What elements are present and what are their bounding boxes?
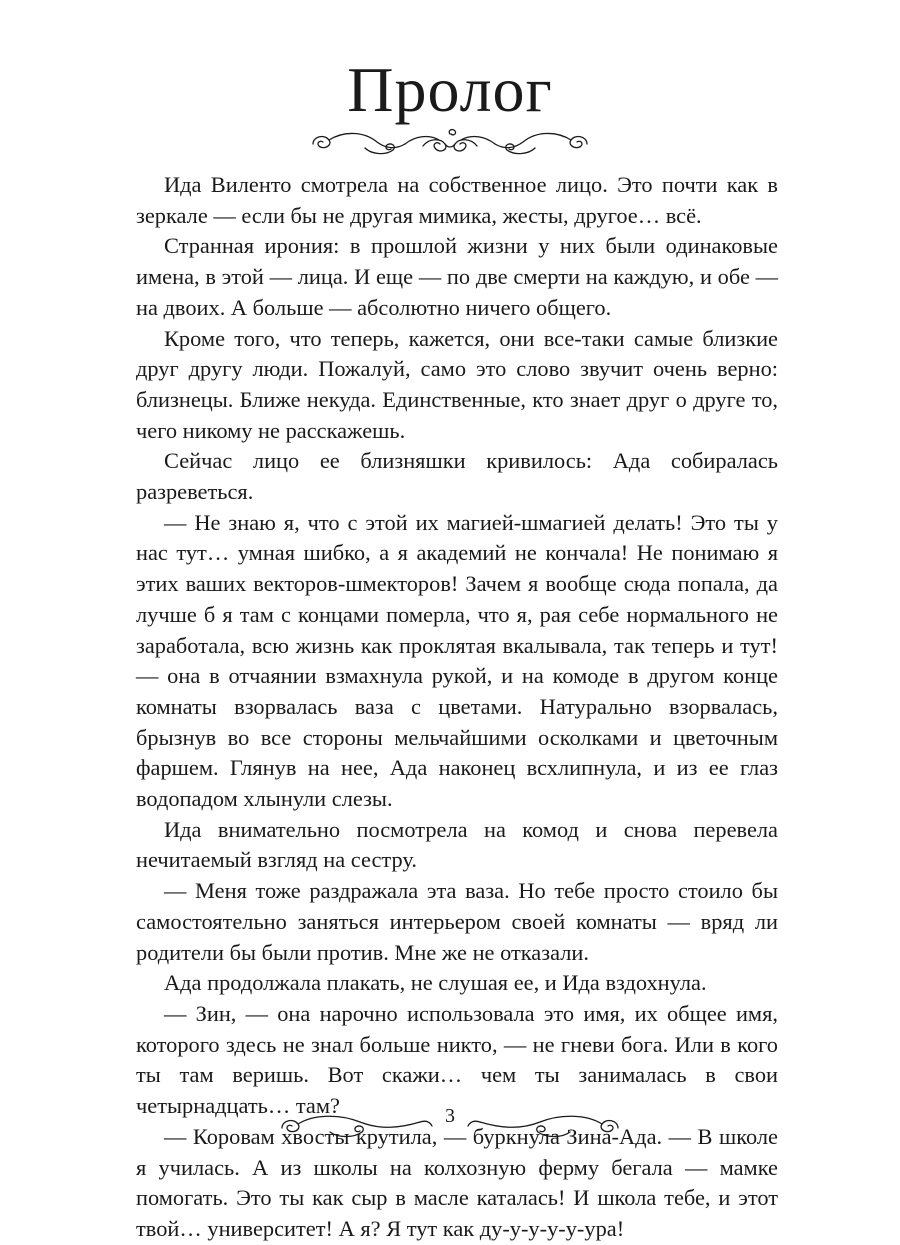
paragraph: Ида внимательно посмотрела на комод и снова перевела нечитаемый взгляд на сестру. (136, 816, 778, 873)
paragraph: — Коровам хвосты крутила, — буркнула Зина-Ада. — В школе я училась. А из школы на колхозную ферму бегала — мамке помогать. Это ты как сыр в масле каталась! И школа тебе, и этот твой… университет! А я? Я тут как ду-у-у-у-у-ура! (136, 1123, 778, 1241)
paragraph: — Не знаю я, что с этой их магией-шмагией делать! Это ты у нас тут… умная шибко, а я академий не кончала! Не понимаю я этих ваших векторов-шмекторов! Зачем я вообще сюда попала, да лучше б я там с концами померла, что я, рая себе нормального не заработала, всю жизнь как проклятая вкалывала, так теперь и тут! — она в отчаянии взмахнула рукой, и на комоде в другом конце комнаты взорвалась ваза с цветами. Натурально взорвалась, брызнув во все стороны мельчайшими осколками и цветочным фаршем. Глянув на нее, Ада наконец всхлипнула, и из ее глаз водопадом хлынули слезы. (136, 509, 778, 812)
paragraph: Ада продолжала плакать, не слушая ее, и Ида вздохнула. (164, 970, 707, 996)
paragraph: Странная ирония: в прошлой жизни у них были одинаковые имена, в этой — лица. И еще — по две смерти на каждую, и обе — на двоих. А больше — абсолютно ничего общего. (136, 233, 778, 320)
paragraph: — Меня тоже раздражала эта ваза. Но тебе просто стоило бы самостоятельно заняться интерьером своей комнаты — вряд ли родители бы были против. Мне же не отказали. (136, 878, 778, 965)
top-flourish-icon (305, 122, 595, 162)
paragraph: Кроме того, что теперь, кажется, они все-таки самые близкие друг другу люди. Пожалуй, само это слово звучит очень верно: близнецы. Ближе некуда. Единственные, кто знает друг о друге то, чего никому не расскажешь. (136, 325, 778, 443)
paragraph: Ида Виленто смотрела на собственное лицо. Это почти как в зеркале — если бы не другая мимика, жесты, другое… всё. (136, 172, 778, 228)
paragraph: Сейчас лицо ее близняшки кривилось: Ада собиралась разреветься. (136, 448, 778, 505)
paragraph: — Зин, — она нарочно использовала это имя, их общее имя, которого здесь не знал больше никто, — не гневи бога. Или в кого ты там веришь. Вот скажи… чем ты занималась в свои четырнадцать… там? (136, 1000, 778, 1119)
page-number: 3 (445, 1105, 455, 1127)
chapter-text (136, 170, 778, 1245)
page-footer (270, 1102, 630, 1146)
chapter-title: Пролог (347, 54, 553, 125)
